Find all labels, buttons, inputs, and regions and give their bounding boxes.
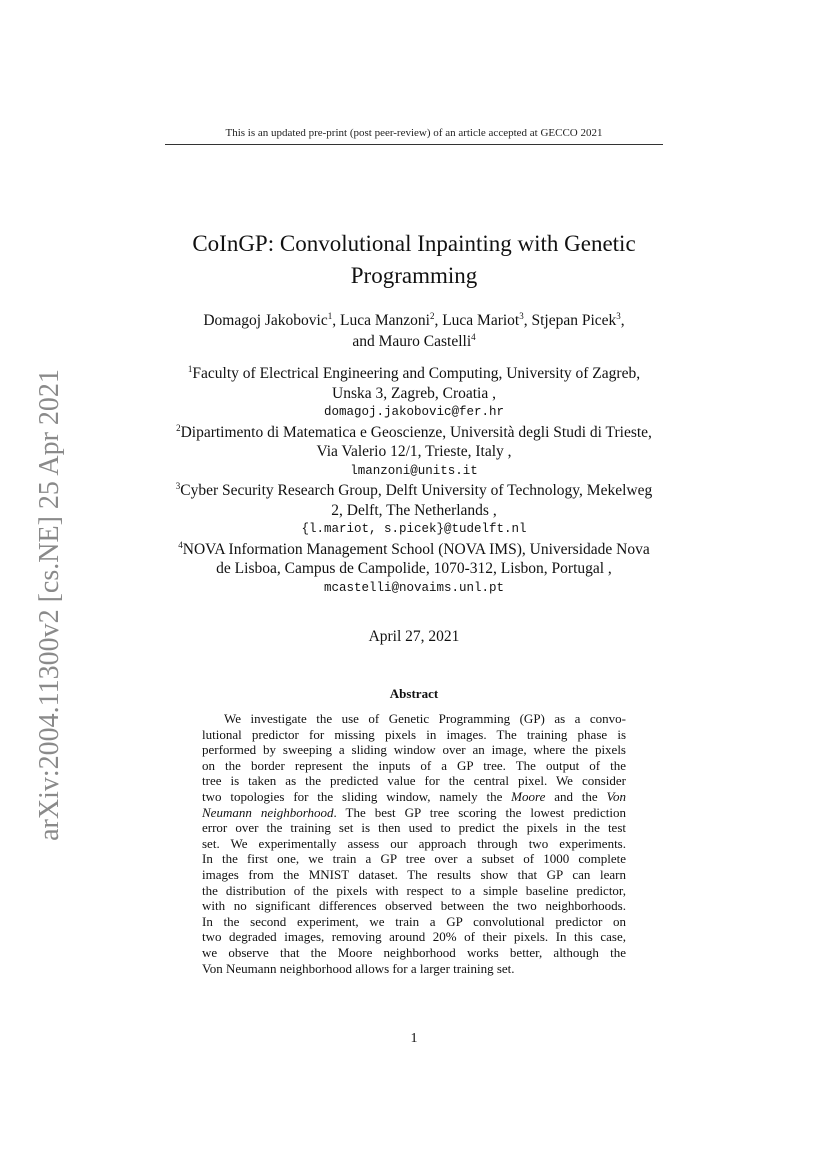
affiliation-2-line-1 xyxy=(150,423,678,443)
author-affil-mark: 4 xyxy=(471,331,476,342)
author-name: Mauro Castelli xyxy=(378,333,472,350)
author-affil-mark: 2 xyxy=(429,310,435,321)
abstract-line: we observe that the Moore neighborhood works better, although the xyxy=(202,944,626,960)
affil-mark: 1 xyxy=(187,363,193,374)
author-conjunction: and xyxy=(352,333,379,350)
author-line-2 xyxy=(150,331,678,352)
title-line-1: CoInGP: Convolutional Inpainting with Genetic xyxy=(192,231,636,256)
affil-text: NOVA Information Management School (NOVA IMS), Universidade Nova xyxy=(182,540,650,558)
abstract-line: on the border represent the inputs of a GP tree. The output of the xyxy=(202,757,626,773)
author-separator: , xyxy=(332,312,340,329)
affil-mark: 3 xyxy=(175,480,181,491)
abstract-line: with no significant differences observed between the two neighborhoods. xyxy=(202,898,626,914)
affiliation-1-line-1 xyxy=(150,364,678,384)
affil-text: Faculty of Electrical Engineering and Computing, University of Zagreb, xyxy=(192,365,641,382)
affil-text: Cyber Security Research Group, Delft University of Technology, Mekelweg xyxy=(180,482,653,499)
author-separator: , xyxy=(434,312,443,329)
abstract-text: . The best GP tree scoring the lowest prediction xyxy=(333,804,626,820)
abstract-line: error over the training set is then used to predict the pixels in the test xyxy=(202,820,626,836)
arxiv-stamp-text: arXiv:2004.11300v2 [cs.NE] 25 Apr 2021 xyxy=(34,369,65,841)
affiliation-3-line-1 xyxy=(150,481,678,501)
affiliation-1-email: domagoj.jakobovic@fer.hr xyxy=(323,405,505,419)
abstract-emphasis: Neumann neighborhood xyxy=(202,804,334,820)
preprint-note: This is an updated pre-print (post peer-review) of an article accepted at GECCO 2021 xyxy=(225,127,603,139)
author-line-1 xyxy=(150,310,678,331)
author-affil-mark: 3 xyxy=(616,310,621,321)
abstract-line: In the second experiment, we train a GP convolutional predictor on xyxy=(202,913,626,929)
affiliation-3-email: {l.mariot, s.picek}@tudelft.nl xyxy=(301,522,527,536)
affiliation-1-line-2: Unska 3, Zagreb, Croatia , xyxy=(332,384,496,402)
abstract-heading: Abstract xyxy=(389,686,439,701)
abstract-line: We investigate the use of Genetic Programming (GP) as a convo- xyxy=(224,711,626,726)
author-separator: , xyxy=(523,312,532,329)
header-rule xyxy=(165,144,663,145)
affiliation-4-line-1 xyxy=(150,540,678,560)
affil-text: Dipartimento di Matematica e Geoscienze, Università degli Studi di Trieste, xyxy=(180,423,652,441)
affil-mark: 4 xyxy=(178,539,183,550)
abstract-line xyxy=(202,789,626,805)
abstract-line: In the first one, we train a GP tree over a subset of 1000 complete xyxy=(202,851,626,867)
abstract-line: performed by sweeping a sliding window over an image, where the pixels xyxy=(202,742,626,758)
abstract-body xyxy=(202,711,626,976)
author-list xyxy=(150,310,678,352)
author-name: Luca Mariot xyxy=(442,312,520,329)
abstract-line: Von Neumann neighborhood allows for a larger training set. xyxy=(202,960,515,976)
abstract-text: and the xyxy=(545,788,607,804)
title-line-2: Programming xyxy=(350,263,478,288)
publication-date: April 27, 2021 xyxy=(368,628,460,645)
affiliation-4-line-2: de Lisboa, Campus de Campolide, 1070-312, Lisbon, Portugal , xyxy=(216,560,612,577)
author-name: Luca Manzoni xyxy=(339,312,430,329)
abstract-emphasis: Moore xyxy=(511,788,546,804)
affiliation-2-line-2: Via Valerio 12/1, Trieste, Italy , xyxy=(316,443,512,460)
author-trailing-comma: , xyxy=(620,312,625,329)
affil-mark: 2 xyxy=(176,422,181,433)
paper-title xyxy=(150,228,678,292)
abstract-text: two topologies for the sliding window, namely the xyxy=(202,788,503,804)
abstract-line: tree is taken as the predicted value for the central pixel. We consider xyxy=(202,773,626,789)
abstract-line: set. We experimentally assess our approach through two experiments. xyxy=(202,835,626,851)
abstract-line: two degraded images, removing around 20% of their pixels. In this case, xyxy=(202,929,626,945)
page-number: 1 xyxy=(410,1031,418,1046)
affiliation-4-email: mcastelli@novaims.unl.pt xyxy=(323,580,505,595)
abstract-line: images from the MNIST dataset. The results show that GP can learn xyxy=(202,866,626,882)
author-affil-mark: 1 xyxy=(327,310,333,321)
affiliation-list xyxy=(150,364,678,598)
author-name: Domagoj Jakobovic xyxy=(203,312,328,329)
abstract-emphasis: Von xyxy=(606,788,626,804)
abstract-line: lutional predictor for missing pixels in images. The training phase is xyxy=(202,726,626,742)
affiliation-3-line-2: 2, Delft, The Netherlands , xyxy=(331,501,497,519)
abstract-line: the distribution of the pixels with respect to a simple baseline predictor, xyxy=(202,882,626,898)
author-affil-mark: 3 xyxy=(519,310,524,321)
abstract-line xyxy=(202,805,626,821)
author-name: Stjepan Picek xyxy=(531,312,617,329)
affiliation-2-email: lmanzoni@units.it xyxy=(350,463,478,478)
